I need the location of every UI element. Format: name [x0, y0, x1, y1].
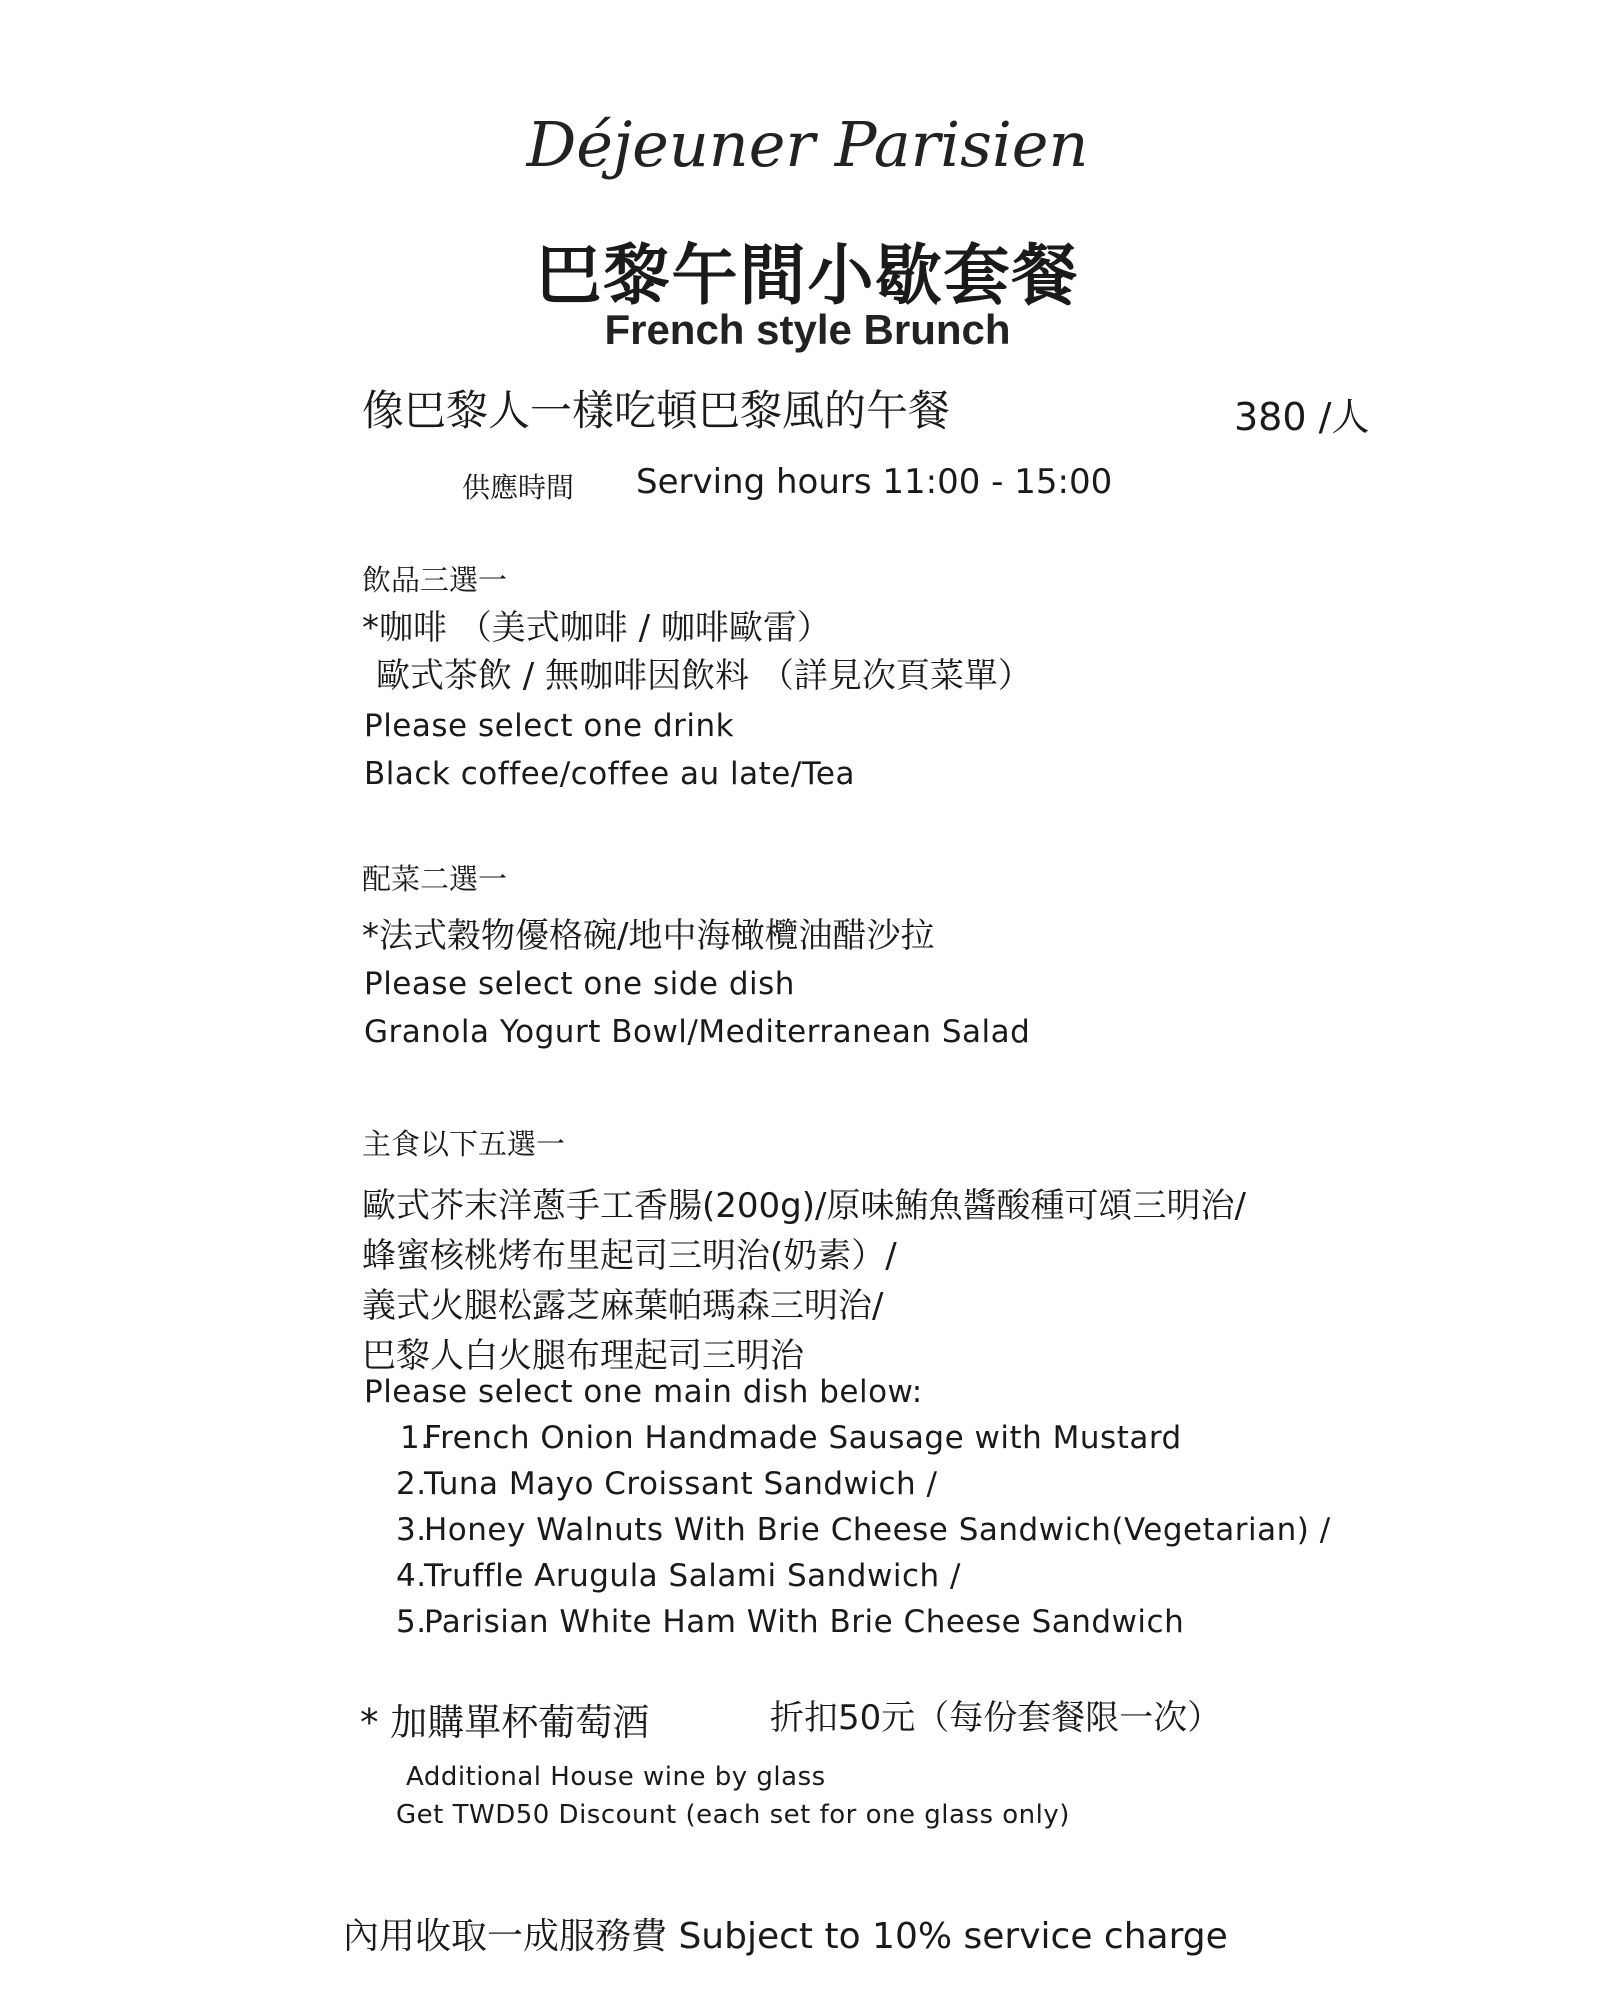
main-item-text: French Onion Handmade Sausage with Mustard [424, 1420, 1182, 1456]
mains-zh-line: 義式火腿松露芝麻葉帕瑪森三明治/ [362, 1286, 884, 1326]
sides-heading: 配菜二選一 [362, 862, 508, 896]
sides-en-line: Please select one side dish [364, 966, 795, 1002]
mains-heading: 主食以下五選一 [362, 1127, 566, 1161]
main-item-number: 4. [396, 1558, 427, 1594]
zh-title: 巴黎午間小歇套餐 [535, 237, 1080, 314]
main-item-text: Tuna Mayo Croissant Sandwich / [424, 1466, 938, 1502]
mains-zh-line: 歐式芥末洋蔥手工香腸(200g)/原味鮪魚醬酸種可頌三明治/ [362, 1186, 1246, 1226]
wine-discount-zh: 折扣50元（每份套餐限一次） [770, 1698, 1222, 1738]
main-item-number: 1. [400, 1420, 431, 1456]
sides-en-line: Granola Yogurt Bowl/Mediterranean Salad [364, 1014, 1031, 1050]
wine-label-zh: * 加購單杯葡萄酒 [360, 1701, 650, 1744]
serving-hours-en: Serving hours 11:00 - 15:00 [636, 462, 1113, 502]
sides-zh-line: *法式穀物優格碗/地中海橄欖油醋沙拉 [362, 916, 935, 956]
serving-hours-zh: 供應時間 [462, 471, 575, 504]
main-item-text: Honey Walnuts With Brie Cheese Sandwich(Vegetarian) / [424, 1512, 1331, 1548]
main-item-number: 5. [396, 1604, 427, 1640]
script-title: Déjeuner Parisien [526, 108, 1089, 181]
en-title: French style Brunch [604, 306, 1011, 353]
drinks-heading: 飲品三選一 [362, 563, 508, 597]
drinks-zh-line: *咖啡 （美式咖啡 / 咖啡歐雷） [362, 608, 831, 648]
main-item-number: 3. [396, 1512, 427, 1548]
mains-zh-line: 蜂蜜核桃烤布里起司三明治(奶素）/ [362, 1236, 897, 1276]
main-item-text: Truffle Arugula Salami Sandwich / [424, 1558, 961, 1594]
drinks-en-line: Black coffee/coffee au late/Tea [364, 756, 856, 792]
wine-en-line: Additional House wine by glass [406, 1762, 826, 1792]
mains-en-intro: Please select one main dish below: [364, 1374, 923, 1410]
wine-en-line: Get TWD50 Discount (each set for one glass only) [396, 1800, 1070, 1830]
mains-zh-line: 巴黎人白火腿布理起司三明治 [362, 1336, 804, 1376]
tagline: 像巴黎人一樣吃頓巴黎風的午餐 [362, 386, 951, 435]
service-charge-note: 內用收取一成服務費 Subject to 10% service charge [343, 1916, 1228, 1957]
main-item-text: Parisian White Ham With Brie Cheese Sandwich [424, 1604, 1185, 1640]
price: 380 /人 [1234, 395, 1370, 439]
main-item-number: 2. [396, 1466, 427, 1502]
drinks-zh-line: 歐式茶飲 / 無咖啡因飲料 （詳見次頁菜單） [376, 656, 1032, 696]
drinks-en-line: Please select one drink [364, 708, 735, 744]
